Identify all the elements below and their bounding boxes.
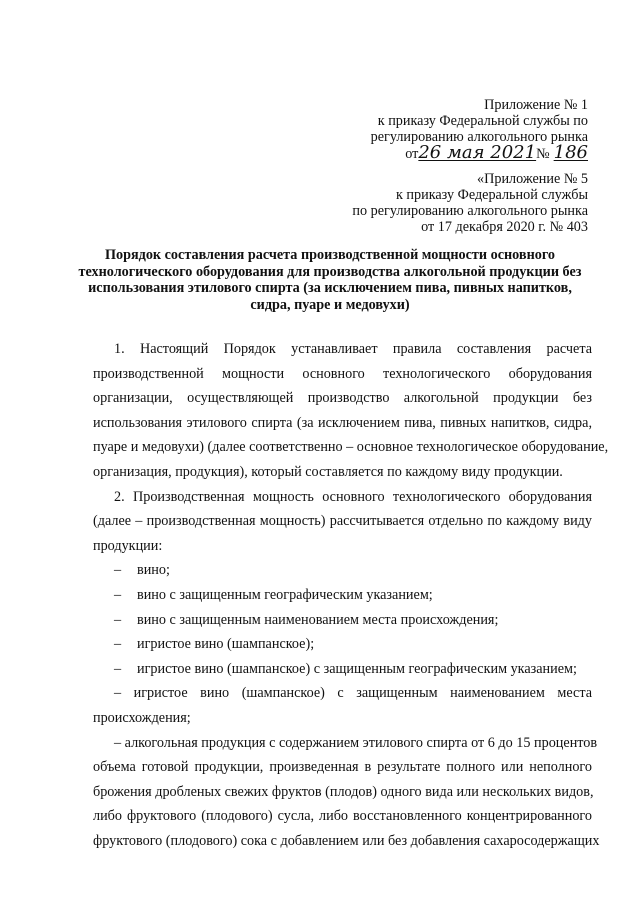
list-item-7-line: объема готовой продукции, произведенная в результате полного или неполного [93,759,592,776]
document-body [93,337,609,853]
number-prefix: № [536,146,550,162]
list-item-7-line: брожения дробленых свежих фруктов (плодов) одного вида или нескольких видов, [93,783,594,800]
list-dash: – [114,586,122,603]
list-item-6-line: происхождения; [93,709,191,726]
paragraph-1-line: использования этилового спирта (за исключением пива, пивных напитков, сидра, [93,414,592,431]
list-item-7-line: либо фруктового (плодового) сусла, либо восстановленного концентрированного [93,808,592,825]
paragraph-2-line: 2. Производственная мощность основного технологического оборудования [114,488,592,505]
appendix-1-order: к приказу Федеральной службы по [377,113,588,129]
appendix-1-title: Приложение № 1 [484,97,588,113]
list-dash: – [114,611,122,628]
title-line: использования этилового спирта (за исключением пива, пивных напитков, [88,280,572,296]
paragraph-1-line: производственной мощности основного технологического оборудования [93,365,592,382]
document-title [70,247,590,313]
list-item: – вино с защищенным географическим указанием; [93,583,592,608]
list-dash: – [114,660,122,677]
title-line: Порядок составления расчета производственной мощности основного [104,247,556,263]
paragraph-2-line: продукции: [93,537,163,554]
appendix-5-order: к приказу Федеральной службы [395,187,588,203]
list-item-6-line: – игристое вино (шампанское) с защищенным наименованием места [114,685,592,702]
list-item: – вино; [93,558,592,583]
paragraph-1-line: организация, продукция), который составляется по каждому виду продукции. [93,463,563,480]
list-dash: – [114,636,122,653]
paragraph-1-line: пуаре и медовухи) (далее соответственно – основное технологическое оборудование, [93,439,609,456]
list-dash: – [114,562,122,579]
appendix-5-date: от 17 декабря 2020 г. № 403 [421,219,588,235]
paragraph-1-line: 1. Настоящий Порядок устанавливает правила составления расчета [114,341,592,357]
paragraph-1-line: организации, осуществляющей производство алкогольной продукции без [93,390,592,407]
appendix-5-title: «Приложение № 5 [477,171,588,187]
appendix-5-agency: по регулированию алкогольного рынка [352,203,588,219]
handwritten-date: 26 мая 2021 [418,142,537,163]
handwritten-number: 186 [553,142,588,163]
list-item-7-line: – алкогольная продукция с содержанием этилового спирта от 6 до 15 процентов [114,734,598,751]
appendix-1-agency: регулированию алкогольного рынка [370,129,588,145]
title-line: технологического оборудования для производства алкогольной продукции без [78,263,582,280]
list-item: – игристое вино (шампанское); [93,632,592,657]
list-item: – игристое вино (шампанское) с защищенным географическим указанием; [93,657,592,682]
list-item: – вино с защищенным наименованием места происхождения; [93,608,592,633]
list-item-7-line: фруктового (плодового) сока с добавлением или без добавления сахаросодержащих [93,832,600,849]
appendix-1-date-line [405,142,588,165]
paragraph-2-line: (далее – производственная мощность) рассчитывается отдельно по каждому виду [93,513,592,530]
title-line: сидра, пуаре и медовухи) [250,296,410,313]
date-prefix: от [405,146,419,162]
